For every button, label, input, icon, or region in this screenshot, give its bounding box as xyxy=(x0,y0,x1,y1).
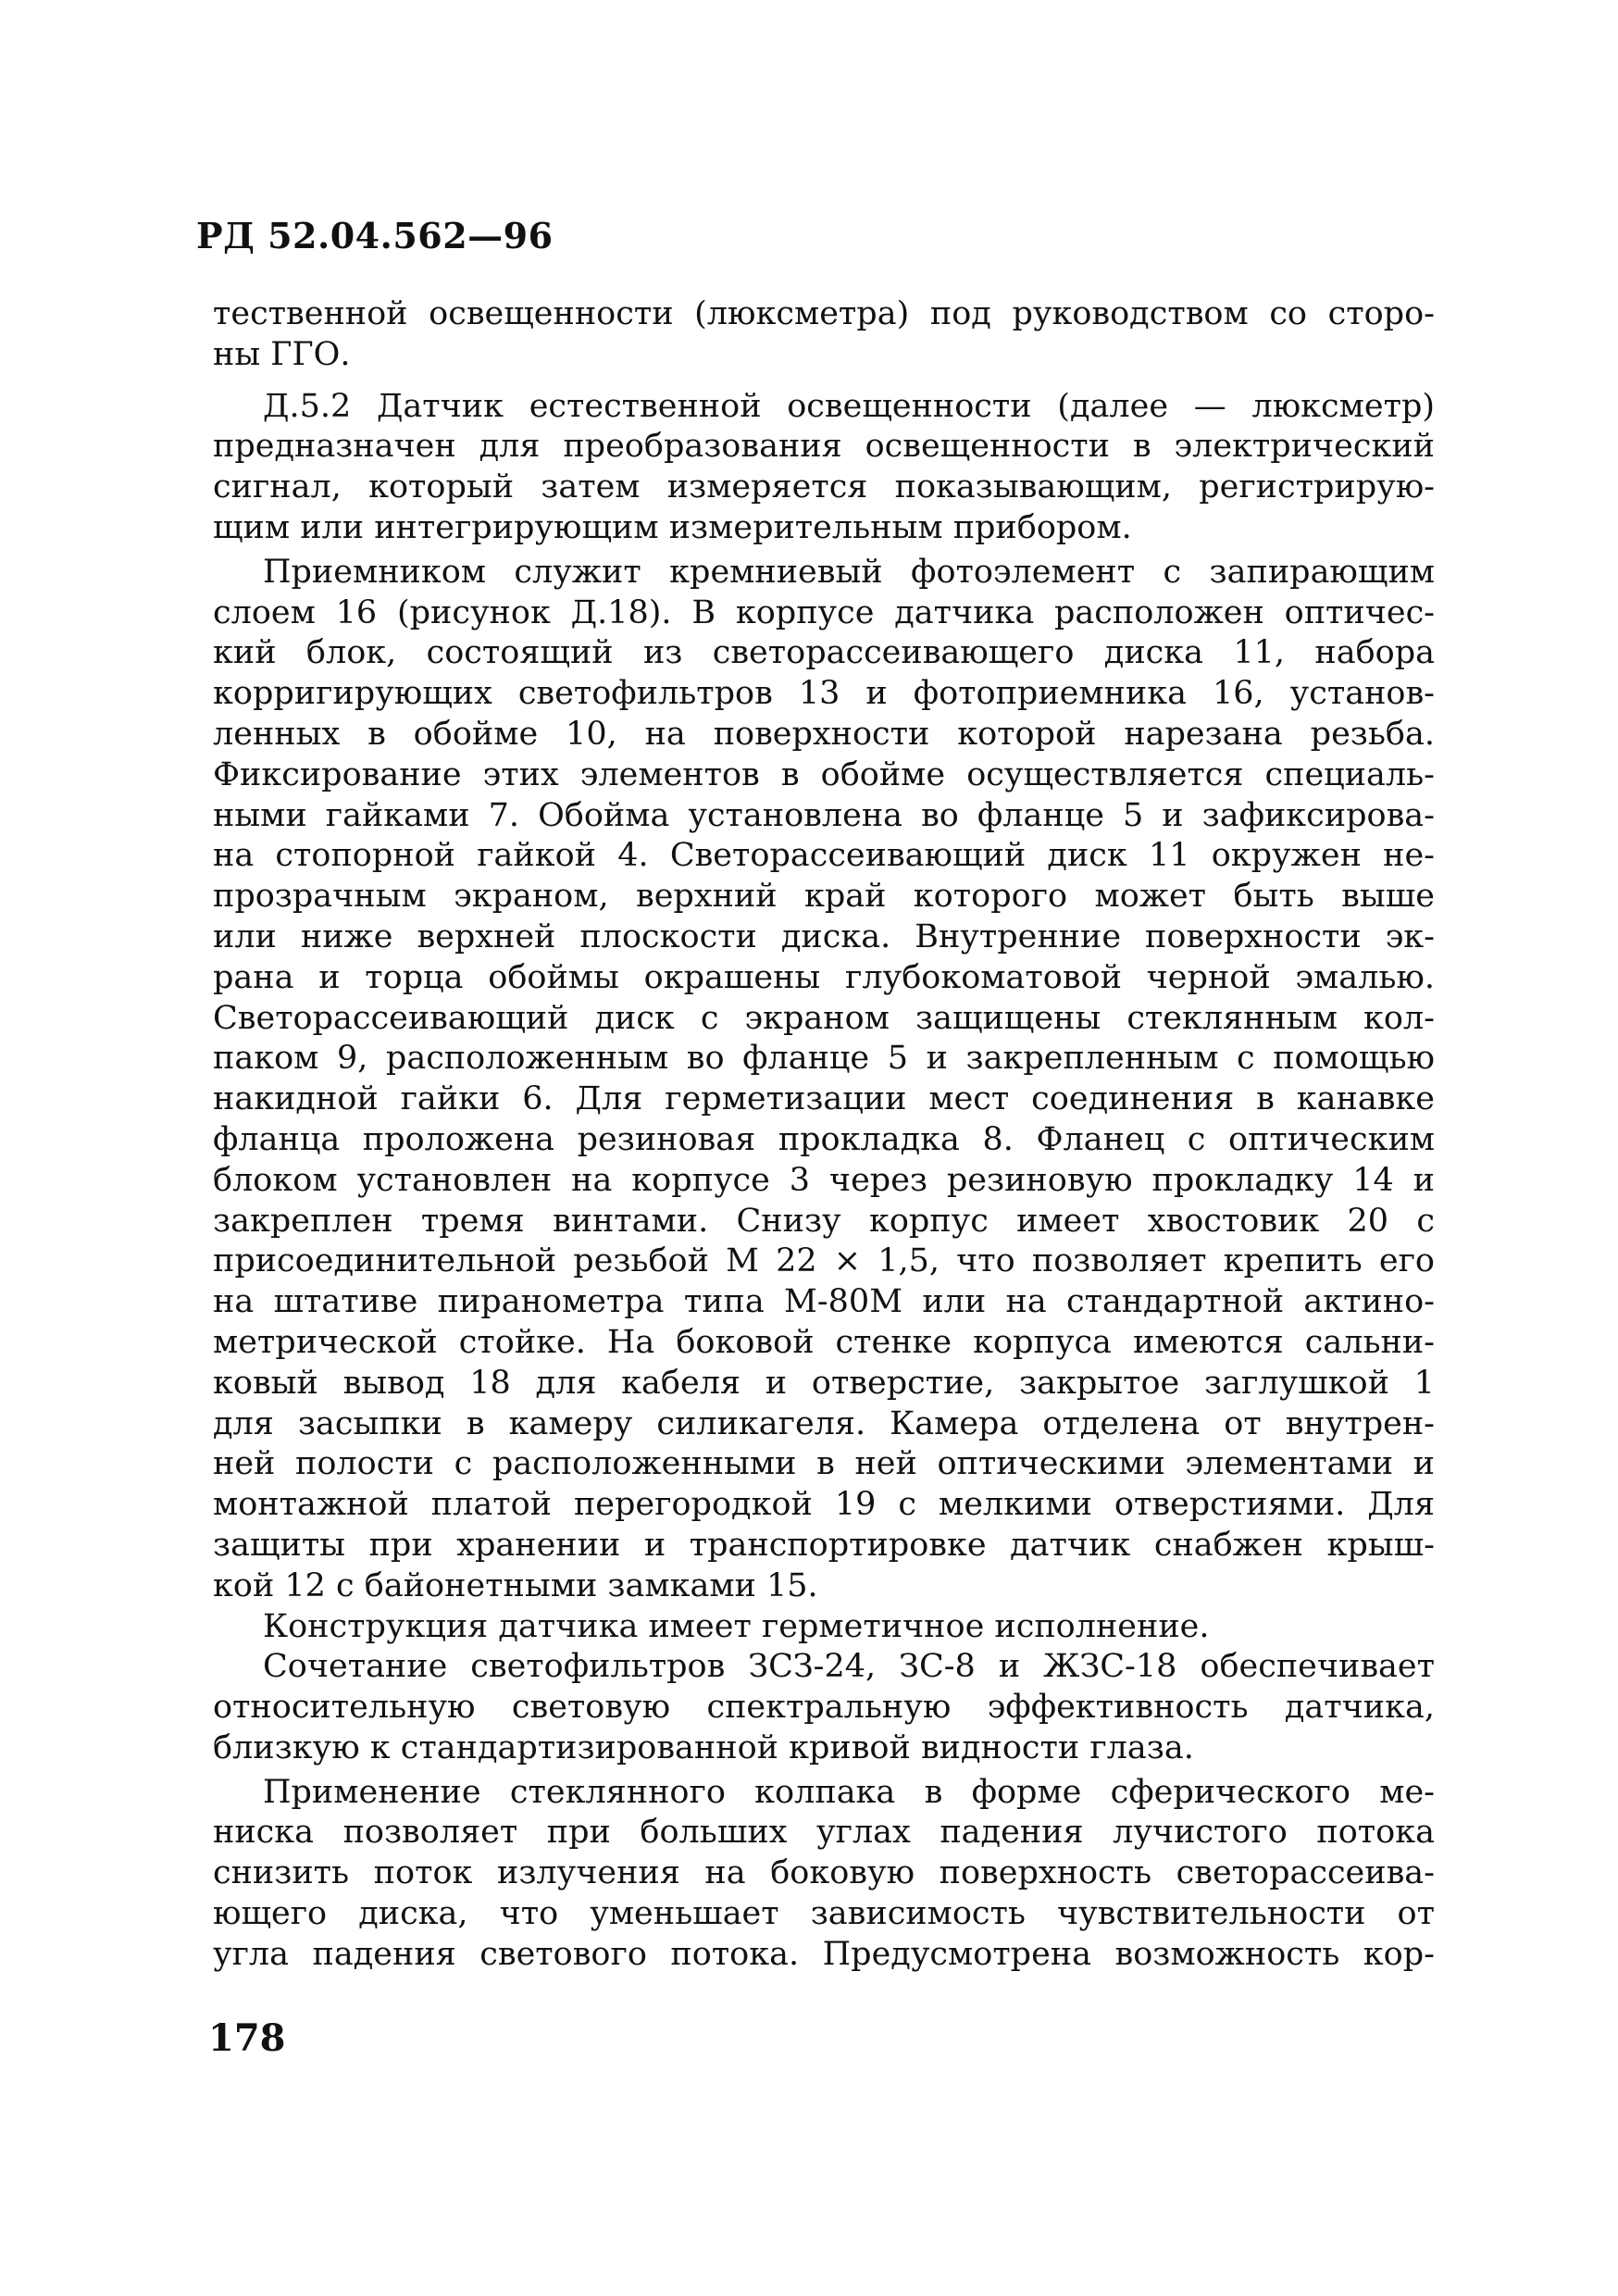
text-line: относительную световую спектральную эффективность датчика, xyxy=(213,1689,1435,1727)
text-line: сигнал, который затем измеряется показывающим, регистрирую- xyxy=(213,468,1435,506)
text-line: корригирующих светофильтров 13 и фотоприемника 16, установ- xyxy=(213,675,1435,713)
text-line: кой 12 с байонетными замками 15. xyxy=(213,1566,818,1604)
text-line: ны ГГО. xyxy=(213,335,351,373)
text-line: рана и торца обоймы окрашены глубокоматовой черной эмалью. xyxy=(213,958,1435,996)
text-line: снизить поток излучения на боковую поверхность светорассеива- xyxy=(213,1854,1435,1892)
text-line: на стопорной гайкой 4. Светорассеивающий диск 11 окружен не- xyxy=(213,837,1435,875)
text-line: ниска позволяет при больших углах падения лучистого потока xyxy=(213,1814,1435,1852)
text-line: ковый вывод 18 для кабеля и отверстие, закрытое заглушкой 1 xyxy=(213,1364,1435,1402)
text-line: фланца проложена резиновая прокладка 8. Фланец с оптическим xyxy=(213,1120,1435,1158)
text-line: прозрачным экраном, верхний край которого может быть выше xyxy=(213,878,1435,916)
text-line: присоединительной резьбой М 22 × 1,5, что позволяет крепить его xyxy=(213,1242,1435,1280)
text-line: Светорассеивающий диск с экраном защищены стеклянным кол- xyxy=(213,999,1435,1037)
text-line: закреплен тремя винтами. Снизу корпус имеет хвостовик 20 с xyxy=(213,1202,1435,1240)
text-line: ющего диска, что уменьшает зависимость чувствительности от xyxy=(213,1895,1435,1933)
text-line: Конструкция датчика имеет герметичное исполнение. xyxy=(263,1607,1210,1645)
text-line: блоком установлен на корпусе 3 через резиновую прокладку 14 и xyxy=(213,1161,1435,1199)
text-line: на штативе пиранометра типа М-80М или на стандартной актино- xyxy=(213,1283,1435,1321)
text-line: Фиксирование этих элементов в обойме осуществляется специаль- xyxy=(213,755,1435,793)
text-line: слоем 16 (рисунок Д.18). В корпусе датчика расположен оптичес- xyxy=(213,593,1435,631)
text-line: угла падения светового потока. Предусмотрена возможность кор- xyxy=(213,1935,1435,1973)
text-line: щим или интегрирующим измерительным прибором. xyxy=(213,508,1132,546)
text-line: Приемником служит кремниевый фотоэлемент с запирающим xyxy=(263,553,1435,591)
text-line: Применение стеклянного колпака в форме сферического ме- xyxy=(263,1773,1435,1811)
text-line: накидной гайки 6. Для герметизации мест соединения в канавке xyxy=(213,1080,1435,1118)
text-line: метрической стойке. На боковой стенке корпуса имеются сальни- xyxy=(213,1323,1435,1361)
document-header: РД 52.04.562—96 xyxy=(196,215,554,256)
text-line: монтажной платой перегородкой 19 с мелкими отверстиями. Для xyxy=(213,1486,1435,1524)
text-line: близкую к стандартизированной кривой видности глаза. xyxy=(213,1728,1194,1766)
text-line: паком 9, расположенным во фланце 5 и закрепленным с помощью xyxy=(213,1040,1435,1078)
page-number: 178 xyxy=(208,2016,286,2060)
text-line: ней полости с расположенными в ней оптическими элементами и xyxy=(213,1445,1435,1483)
body-text xyxy=(213,294,1435,1976)
text-line: защиты при хранении и транспортировке датчик снабжен крыш- xyxy=(213,1526,1435,1564)
text-line: ными гайками 7. Обойма установлена во фланце 5 и зафиксирова- xyxy=(213,796,1435,834)
text-line: ленных в обойме 10, на поверхности которой нарезана резьба. xyxy=(213,715,1435,753)
text-line: тественной освещенности (люксметра) под руководством со сторо- xyxy=(213,295,1435,332)
text-line: Д.5.2 Датчик естественной освещенности (далее — люксметр) xyxy=(263,387,1435,425)
text-line: для засыпки в камеру силикагеля. Камера отделена от внутрен- xyxy=(213,1404,1435,1442)
text-line: кий блок, состоящий из светорассеивающего диска 11, набора xyxy=(213,634,1435,672)
text-line: Сочетание светофильтров ЗСЗ-24, ЗС-8 и ЖЗС-18 обеспечивает xyxy=(263,1648,1435,1686)
text-line: или ниже верхней плоскости диска. Внутренние поверхности эк- xyxy=(213,917,1435,955)
text-line: предназначен для преобразования освещенности в электрический xyxy=(213,428,1435,466)
